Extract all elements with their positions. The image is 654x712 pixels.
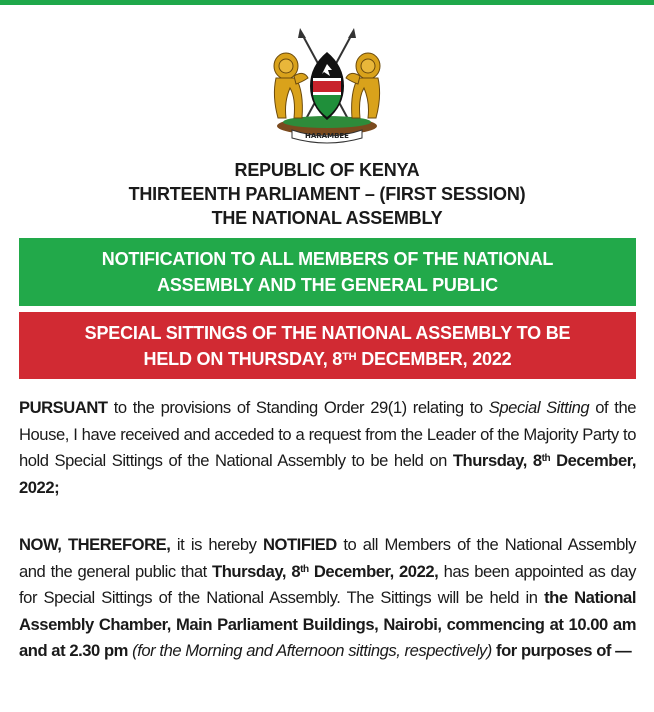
title-ordinal-suffix: TH	[342, 350, 357, 363]
notification-line-2: ASSEMBLY AND THE GENERAL PUBLIC	[157, 275, 498, 295]
header-national-assembly: THE NATIONAL ASSEMBLY	[211, 208, 443, 228]
title-line-2-text: HELD ON THURSDAY, 8	[143, 348, 343, 369]
para2-date-rest: December, 2022,	[308, 561, 439, 581]
para2-text-a: it is hereby	[170, 535, 263, 554]
para1-date-suffix: th	[541, 453, 551, 464]
title-line-2	[19, 346, 636, 372]
paragraph-pursuant	[19, 395, 636, 501]
notified-keyword: NOTIFIED	[262, 535, 337, 554]
para2-purposes: for purposes of —	[491, 641, 632, 660]
para2-date-suffix: th	[300, 563, 309, 575]
para1-date-day: Thursday, 8	[452, 451, 542, 470]
para1-text-b: of the House, I have received and acceded to a request from the Leader of the Majority Party to hold Special Sittings of the National Assembly to be held on	[19, 398, 637, 470]
para2-date	[212, 562, 438, 581]
header-parliament-session: THIRTEENTH PARLIAMENT – (FIRST SESSION)	[128, 184, 526, 204]
para2-venue-time: the National Assembly Chamber, Main Parliament Buildings, Nairobi, commencing at 10.00 am and at 2.30 pm	[19, 588, 636, 660]
notification-band	[19, 238, 636, 306]
title-band	[19, 312, 636, 379]
right-lion	[346, 53, 380, 118]
para2-sittings-note: (for the Morning and Afternoon sittings, respectively)	[132, 641, 492, 660]
header-republic: REPUBLIC OF KENYA	[234, 160, 420, 180]
pursuant-keyword: PURSUANT	[19, 398, 108, 417]
title-line-1: SPECIAL SITTINGS OF THE NATIONAL ASSEMBLY TO BE	[84, 322, 571, 343]
now-therefore-keyword: NOW, THEREFORE,	[19, 535, 171, 554]
paragraph-now-therefore	[19, 532, 636, 665]
left-lion	[274, 53, 308, 118]
para2-date-day: Thursday, 8	[212, 561, 301, 581]
kenya-coat-of-arms-emblem	[262, 26, 392, 146]
top-green-rule	[0, 0, 654, 5]
para2-text-b: to all Members of the National Assembly and the general public that	[19, 535, 636, 581]
para2-text-c: has been appointed as day for Special Sittings of the National Assembly. The Sittings will be held in	[19, 561, 636, 607]
para1-special-sitting: Special Sitting	[488, 398, 590, 417]
title-line-2-date: DECEMBER, 2022	[356, 348, 512, 369]
notification-line-1: NOTIFICATION TO ALL MEMBERS OF THE NATIONAL	[101, 249, 554, 269]
shield	[310, 52, 344, 120]
para1-date-rest: December, 2022;	[19, 451, 636, 497]
motto-text: HARAMBEE	[305, 132, 349, 140]
para1-text-a: to the provisions of Standing Order 29(1) relating to	[107, 398, 489, 417]
